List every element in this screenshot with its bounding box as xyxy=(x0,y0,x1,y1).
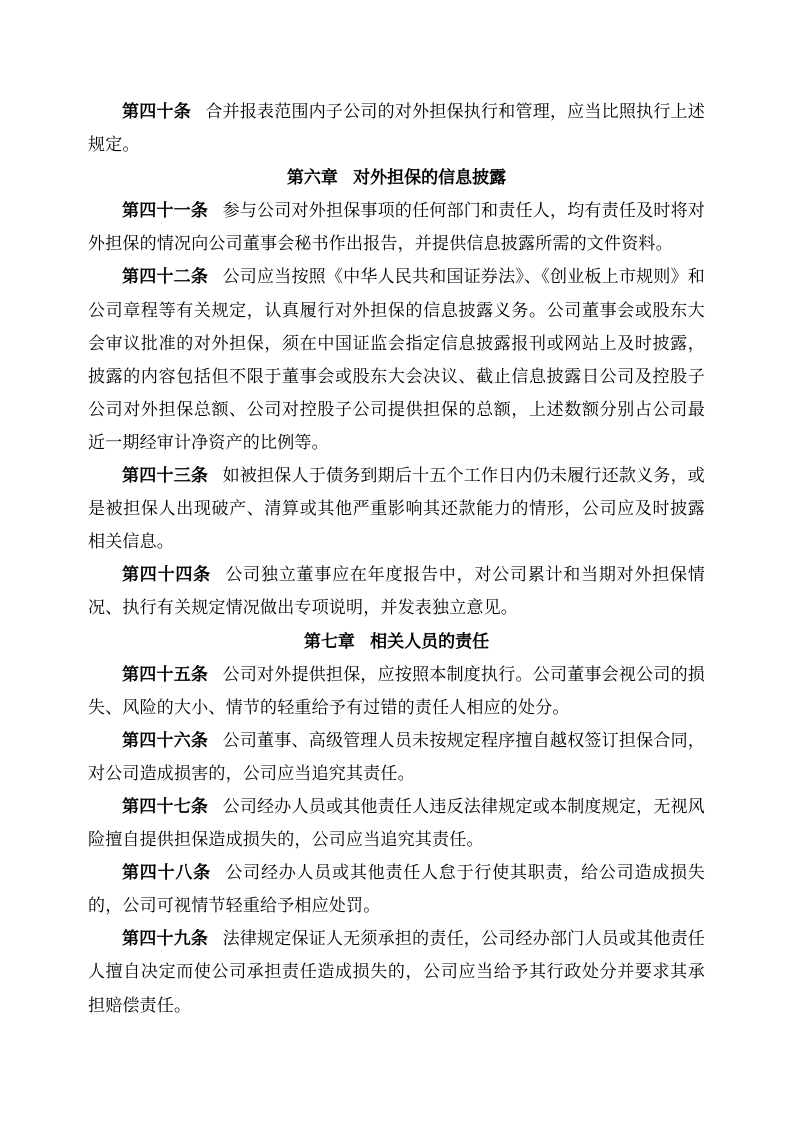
document-body xyxy=(88,95,705,1022)
chapter-number: 第七章 xyxy=(303,631,355,651)
article-paragraph xyxy=(88,658,705,724)
article-paragraph xyxy=(88,922,705,1021)
article-number: 第四十八条 xyxy=(122,863,211,883)
article-text: 公司经办人员或其他责任人违反法律规定或本制度规定，无视风险擅自提供担保造成损失的，公司应当追究其责任。 xyxy=(88,796,705,850)
article-number: 第四十三条 xyxy=(122,466,209,486)
article-text: 如被担保人于债务到期后十五个工作日内仍未履行还款义务，或是被担保人出现破产、清算或其他严重影响其还款能力的情形，公司应及时披露相关信息。 xyxy=(88,466,705,552)
article-number: 第四十七条 xyxy=(122,796,209,816)
article-paragraph xyxy=(88,790,705,856)
article-number: 第四十九条 xyxy=(122,929,209,949)
chapter-title: 相关人员的责任 xyxy=(370,631,490,651)
article-number: 第四十一条 xyxy=(122,201,209,221)
article-number: 第四十二条 xyxy=(122,267,209,287)
chapter-number: 第六章 xyxy=(286,168,338,188)
article-paragraph xyxy=(88,459,705,558)
article-number: 第四十五条 xyxy=(122,664,209,684)
article-text: 公司董事、高级管理人员未按规定程序擅自越权签订担保合同，对公司造成损害的，公司应当追究其责任。 xyxy=(88,730,705,783)
article-text: 公司经办人员或其他责任人怠于行使其职责，给公司造成损失的，公司可视情节轻重给予相应处罚。 xyxy=(88,863,706,916)
chapter-heading xyxy=(88,161,705,194)
article-paragraph xyxy=(88,194,705,260)
article-text: 公司独立董事应在年度报告中，对公司累计和当期对外担保情况、执行有关规定情况做出专项说明，并发表独立意见。 xyxy=(88,565,706,618)
article-text: 法律规定保证人无须承担的责任，公司经办部门人员或其他责任人擅自决定而使公司承担责任造成损失的，公司应当给予其行政处分并要求其承担赔偿责任。 xyxy=(88,929,705,1015)
article-number: 第四十四条 xyxy=(122,565,211,585)
article-text: 公司对外提供担保，应按照本制度执行。公司董事会视公司的损失、风险的大小、情节的轻重给予有过错的责任人相应的处分。 xyxy=(88,664,705,717)
chapter-heading xyxy=(88,625,705,658)
chapter-title: 对外担保的信息披露 xyxy=(353,168,507,188)
article-paragraph xyxy=(88,558,705,624)
article-text: 公司应当按照《中华人民共和国证券法》、《创业板上市规则》和公司章程等有关规定，认真履行对外担保的信息披露义务。公司董事会或股东大会审议批准的对外担保，须在中国证监会指定信息披露报刊或网站上及时披露，披露的内容包括但不限于董事会或股东大会决议、截止信息披露日公司及控股子公司对外担保总额、公司对控股子公司提供担保的总额，上述数额分别占公司最近一期经审计净资产的比例等。 xyxy=(88,267,705,452)
article-paragraph xyxy=(88,856,705,922)
article-number: 第四十六条 xyxy=(122,730,209,750)
article-paragraph xyxy=(88,95,705,161)
article-text: 合并报表范围内子公司的对外担保执行和管理，应当比照执行上述规定。 xyxy=(88,102,705,155)
article-text: 参与公司对外担保事项的任何部门和责任人，均有责任及时将对外担保的情况向公司董事会秘书作出报告，并提供信息披露所需的文件资料。 xyxy=(88,201,705,254)
article-paragraph xyxy=(88,260,705,459)
article-paragraph xyxy=(88,724,705,790)
article-number: 第四十条 xyxy=(122,102,191,121)
